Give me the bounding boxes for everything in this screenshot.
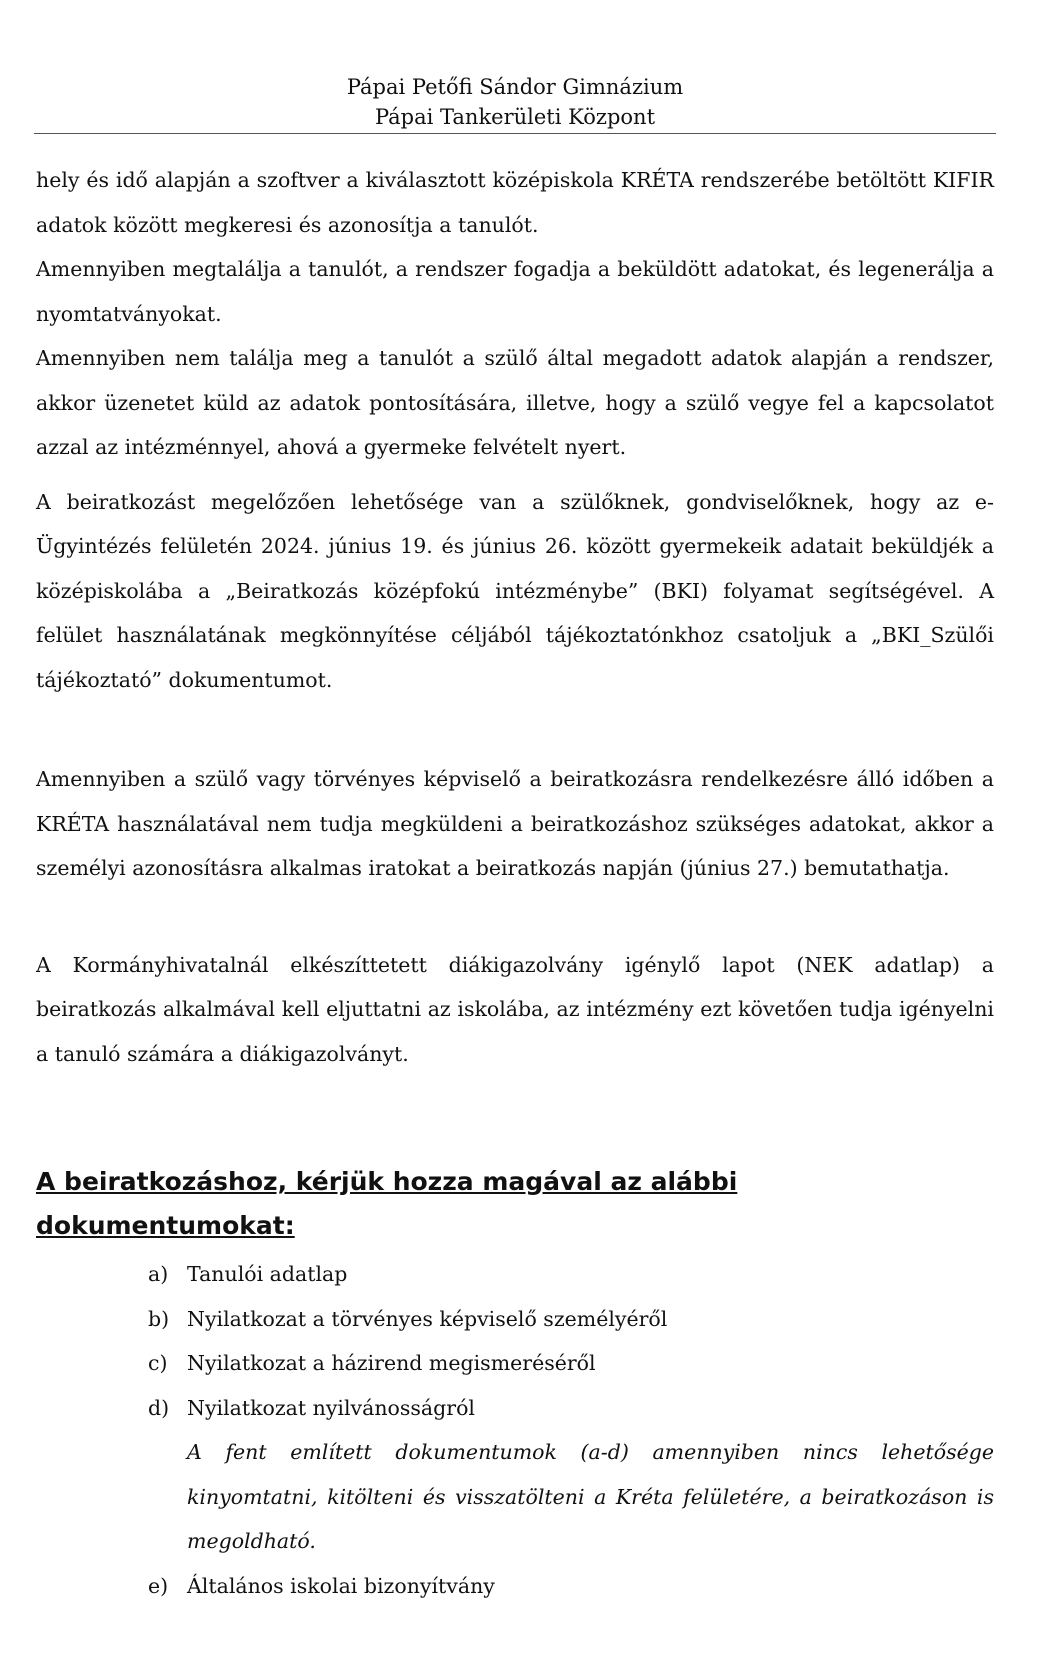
list-marker: e): [148, 1573, 169, 1598]
list-item: [36, 1252, 994, 1297]
list-note: A fent említett dokumentumok (a-d) amennyiben nincs lehetősége kinyomtatni, kitölteni és visszatölteni a Kréta felületére, a beiratkozáson is megoldható.: [187, 1440, 994, 1553]
list-item-text: Nyilatkozat a törvényes képviselő személyéről: [187, 1306, 668, 1331]
paragraph: Amennyiben a szülő vagy törvényes képviselő a beiratkozásra rendelkezésre álló időben a KRÉTA használatával nem tudja megküldeni a beiratkozáshoz szükséges adatokat, akkor a személyi azonosításra alkalmas iratokat a beiratkozás napján (június 27.) bemutathatja.: [36, 767, 994, 880]
paragraph: Amennyiben megtalálja a tanulót, a rendszer fogadja a beküldött adatokat, és legenerálja a nyomtatványokat.: [36, 257, 994, 326]
list-item: [36, 1386, 994, 1431]
paragraph: A Kormányhivatalnál elkészíttetett diákigazolvány igénylő lapot (NEK adatlap) a beiratkozás alkalmával kell eljuttatni az iskolába, az intézmény ezt követően tudja igényelni a tanuló számára a diákigazolványt.: [36, 952, 994, 1066]
school-name: Pápai Petőfi Sándor Gimnázium: [346, 75, 684, 99]
document-body: [36, 158, 994, 1608]
section-title: A beiratkozáshoz, kérjük hozza magával az alábbi dokumentumokat:: [36, 1167, 738, 1240]
list-item-text: Nyilatkozat a házirend megismeréséről: [187, 1351, 596, 1375]
paragraph: hely és idő alapján a szoftver a kiválasztott középiskola KRÉTA rendszerébe betöltött KIFIR adatok között megkeresi és azonosítja a tanulót.: [36, 168, 994, 237]
list-item: [36, 1297, 994, 1342]
list-item-text: Nyilatkozat nyilvánosságról: [187, 1395, 475, 1420]
document-list: [36, 1252, 994, 1430]
document-list-continued: [36, 1564, 994, 1609]
header-rule: [34, 133, 996, 134]
list-marker: a): [148, 1262, 169, 1286]
list-item: [36, 1564, 994, 1609]
paragraph: A beiratkozást megelőzően lehetősége van a szülőknek, gondviselőknek, hogy az e-Ügyintézés felületén 2024. június 19. és június 26. között gyermekeik adatait beküldjék a középiskolába a „Beiratkozás középfokú intézménybe” (BKI) folyamat segítségével. A felület használatának megkönnyítése céljából tájékoztatónkhoz csatoljuk a „BKI_Szülői tájékoztató” dokumentumot.: [36, 489, 994, 692]
list-item-text: Általános iskolai bizonyítvány: [187, 1573, 495, 1598]
paragraph: Amennyiben nem találja meg a tanulót a szülő által megadott adatok alapján a rendszer, akkor üzenetet küld az adatok pontosítására, illetve, hogy a szülő vegye fel a kapcsolatot azzal az intézménnyel, ahová a gyermeke felvételt nyert.: [36, 346, 994, 459]
list-marker: d): [148, 1395, 170, 1420]
district-name: Pápai Tankerületi Központ: [374, 105, 656, 129]
list-marker: b): [148, 1306, 170, 1331]
list-item-text: Tanulói adatlap: [187, 1262, 348, 1286]
page-header: [34, 72, 996, 132]
list-item: [36, 1341, 994, 1386]
list-marker: c): [148, 1351, 168, 1375]
